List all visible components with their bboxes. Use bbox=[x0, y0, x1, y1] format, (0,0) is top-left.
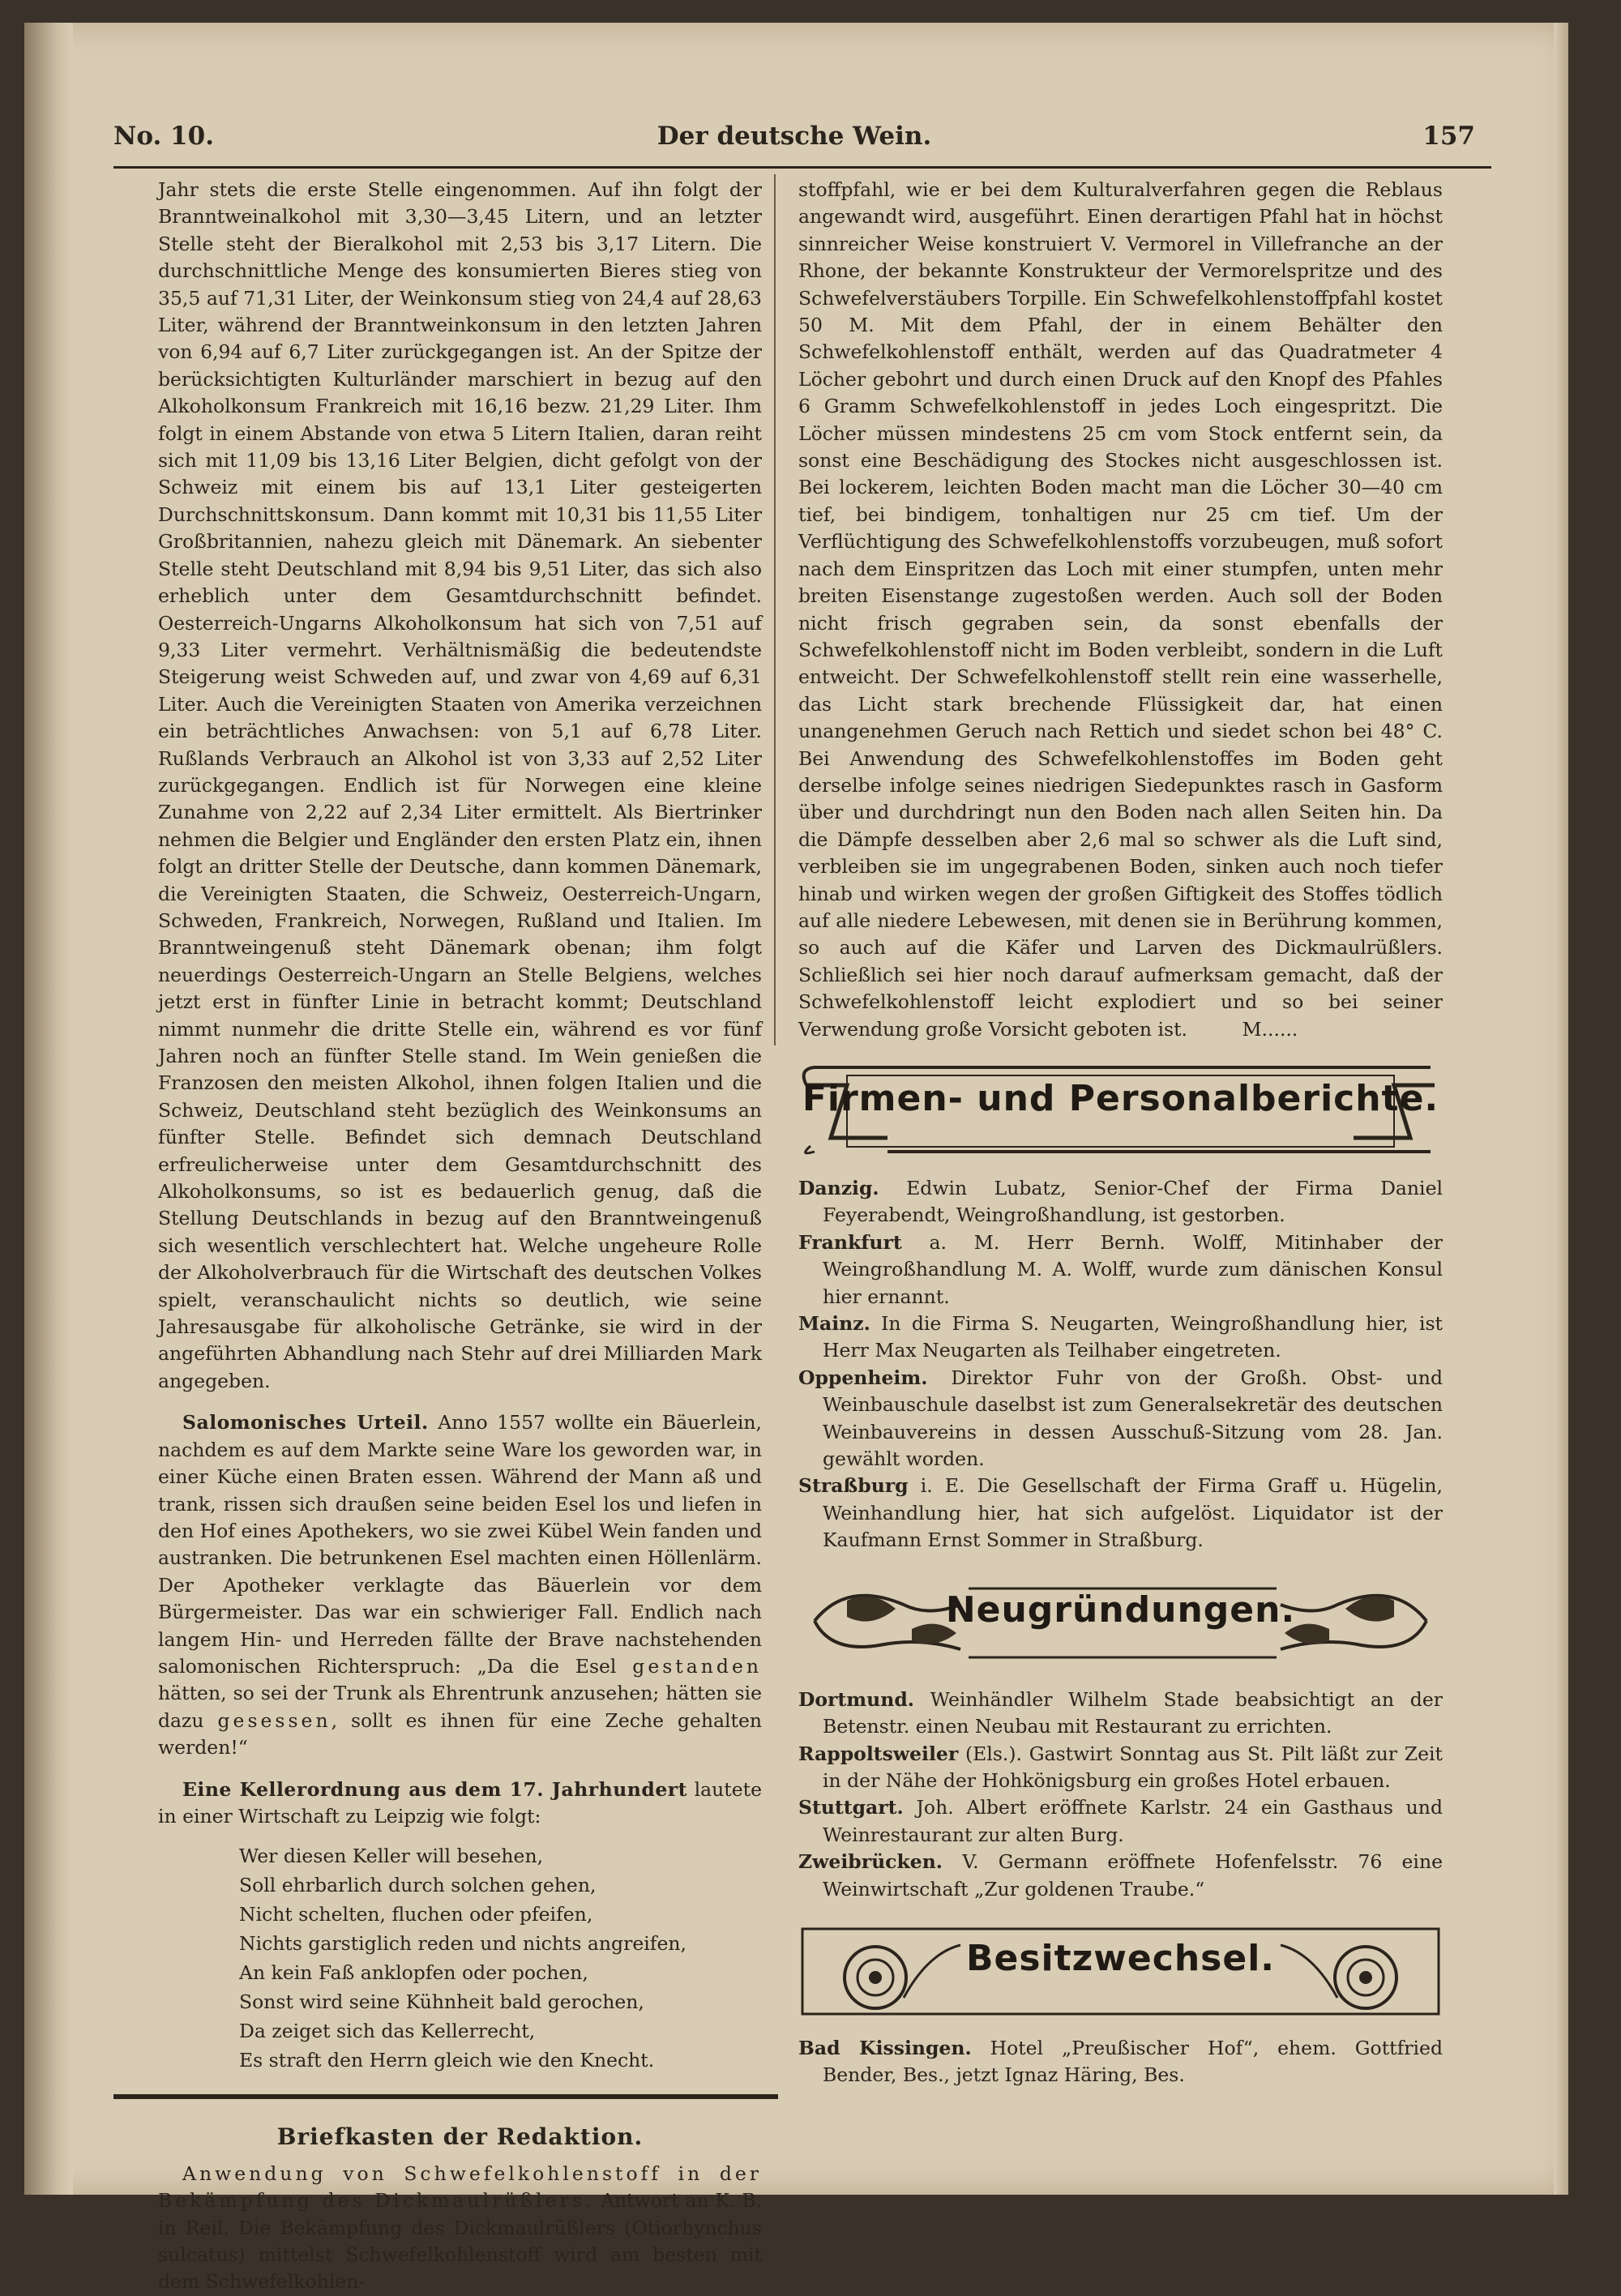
section-rule bbox=[113, 2094, 778, 2099]
entry-text: V. Germann eröffnete Hofenfelsstr. 76 eine Weinwirtschaft „Zur goldenen Traube.“ bbox=[823, 1850, 1443, 1901]
poem-line: Nichts garstiglich reden und nichts angreifen, bbox=[239, 1932, 686, 1956]
entry-place: Stuttgart. bbox=[798, 1796, 904, 1819]
salomon-text-a: Anno 1557 wollte ein Bäuerlein, nachdem es auf dem Markte seine Ware los geworden war, in einer Küche einen Braten essen. Während der Mann aß und trank, rissen sich draußen seine beiden Esel los und liefen in den Hof eines Apothekers, wo sie zwei Kübel Wein fanden und austranken. Die betrunkenen Esel machten einen Höllenlärm. Der Apotheker verklagte das Bäuerlein vor dem Bürgermeister. Das war ein schwieriger Fall. Endlich nach langem Hin- und Herreden fällte der Brave nachstehenden salomonischen Richterspruch: „Da die Esel bbox=[158, 1411, 762, 1678]
besitz-entry bbox=[798, 2035, 1443, 2089]
schwefel-continuation bbox=[798, 177, 1443, 1043]
neugruendungen-title: Neugründungen. bbox=[945, 1588, 1296, 1631]
keller-poem bbox=[239, 1841, 762, 2075]
firmen-banner bbox=[798, 1061, 1443, 1162]
neugruendungen-banner bbox=[798, 1572, 1443, 1674]
neu-entry bbox=[798, 1741, 1443, 1795]
poem-line: Wer diesen Keller will besehen, bbox=[239, 1845, 544, 1868]
poem-line: Da zeiget sich das Kellerrecht, bbox=[239, 2020, 536, 2043]
journal-title: Der deutsche Wein. bbox=[657, 122, 932, 151]
firmen-entry bbox=[798, 1310, 1443, 1365]
salomon-emphasis-1: gestanden bbox=[632, 1654, 762, 1678]
poem-line: Nicht schelten, fluchen oder pfeifen, bbox=[239, 1903, 593, 1926]
entry-place: Zweibrücken. bbox=[798, 1850, 943, 1874]
alcohol-statistics-paragraph: Jahr stets die erste Stelle eingenommen. Auf ihn folgt der Branntweinalkohol mit 3,30—3,45 Litern, und an letzter Stelle steht der Bieralkohol mit 2,53 bis 3,17 Litern. Die durchschnittliche Menge des konsumierten Bieres stieg von 35,5 auf 71,31 Liter, der Weinkonsum stieg von 24,4 auf 28,63 Liter, während der Branntweinkonsum in den letzten Jahren von 6,94 auf 6,7 Liter zurückgegangen ist. An der Spitze der berücksichtigten Kulturländer marschiert in bezug auf den Alkoholkonsum Frankreich mit 16,16 bezw. 21,29 Liter. Ihm folgt in einem Abstande von etwa 5 Litern Italien, daran reiht sich mit 11,09 bis 13,16 Liter Belgien, dicht gefolgt von der Schweiz mit einem bis auf 13,1 Liter gesteigerten Durchschnittskonsum. Dann kommt mit 10,31 bis 11,55 Liter Großbritannien, nahezu gleich mit Dänemark. An siebenter Stelle steht Deutschland mit 8,94 bis 9,51 Liter, das sich also erheblich unter dem Gesamtdurchschnitt befindet. Oesterreich-Ungarns Alkoholkonsum hat sich von 7,51 auf 9,33 Liter vermehrt. Verhältnismäßig die bedeutendste Steigerung weist Schweden auf, und zwar von 4,69 auf 6,31 Liter. Auch die Vereinigten Staaten von Amerika verzeichnen ein beträchtliches Anwachsen: von 5,1 auf 6,78 Liter. Rußlands Verbrauch an Alkohol ist von 3,33 auf 2,52 Liter zurückgegangen. Endlich ist für Norwegen eine kleine Zunahme von 2,22 auf 2,34 Liter ermittelt. Als Biertrinker nehmen die Belgier und Engländer den ersten Platz ein, ihnen folgt an dritter Stelle der Deutsche, dann kommen Dänemark, die Vereinigten Staaten, die Schweiz, Oesterreich-Ungarn, Schweden, Frankreich, Norwegen, Rußland und Italien. Im Branntweingenuß steht Dänemark obenan; ihm folgt neuerdings Oesterreich-Ungarn an Stelle Belgiens, welches jetzt erst in fünfter Linie in betracht kommt; Deutschland nimmt nunmehr die dritte Stelle ein, während es vor fünf Jahren noch an fünfter Stelle stand. Im Wein genießen die Franzosen den meisten Alkohol, ihnen folgen Italien und die Schweiz, Deutschland steht bezüglich des Weinkonsums an fünfter Stelle. Befindet sich demnach Deutschland erfreulicherweise unter dem Gesamtdurchschnitt des Alkoholkonsums, so ist es bedauerlich genug, daß die Stellung Deutschlands in bezug auf den Branntweingenuß sich wesentlich verschlechtert hat. Welche ungeheure Rolle der Alkoholverbrauch für die Wirtschaft des deutschen Volkes spielt, veranschaulicht nichts so deutlich, wie seine Jahresausgabe für alkoholische Getränke, sie wird in der angeführten Abhandlung nach Stehr auf drei Milliarden Mark angegeben. bbox=[158, 178, 762, 1392]
entry-place: Dortmund. bbox=[798, 1687, 914, 1711]
issue-number: No. 10. bbox=[113, 122, 214, 151]
salomon-article bbox=[158, 1409, 762, 1761]
briefkasten-article bbox=[158, 2161, 762, 2296]
briefkasten-title: Briefkasten der Redaktion. bbox=[276, 2123, 644, 2151]
keller-article bbox=[158, 1777, 762, 1831]
entry-place: Rappoltsweiler bbox=[798, 1742, 959, 1765]
entry-text: Edwin Lubatz, Senior-Chef der Firma Daniel Feyerabendt, Weingroßhandlung, ist gestorben. bbox=[823, 1177, 1443, 1227]
briefkasten-text: Antwort an K. B. in Reil. Die Bekämpfung des Dickmaulrüßlers (Otiorhynchus sulcatus) mittelst Schwefelkohlenstoff wird am besten mit dem Schwefelkohlen- bbox=[158, 2189, 762, 2294]
salomon-title: Salomonisches Urteil. bbox=[182, 1411, 429, 1434]
salomon-text-b: hätten, so sei der Trunk als Ehrentrunk anzusehen; hätten sie dazu bbox=[158, 1682, 762, 1732]
header-rule bbox=[113, 166, 1491, 169]
entry-place: Bad Kissingen. bbox=[798, 2036, 972, 2059]
entry-text: a. M. Herr Bernh. Wolff, Mitinhaber der Weingroßhandlung M. A. Wolff, wurde zum dänischen Konsul hier ernannt. bbox=[823, 1230, 1443, 1308]
poem-line: An kein Faß anklopfen oder pochen, bbox=[239, 1961, 588, 1985]
entry-text: i. E. Die Gesellschaft der Firma Graff u. Hügelin, Weinhandlung hier, hat sich aufgelöst. Liquidator ist der Kaufmann Ernst Sommer in Straßburg. bbox=[823, 1474, 1443, 1552]
page-edge bbox=[1554, 23, 1568, 2195]
column-divider bbox=[774, 174, 776, 1045]
entry-place: Frankfurt bbox=[798, 1230, 902, 1254]
schwefel-text: stoffpfahl, wie er bei dem Kulturalverfahren gegen die Reblaus angewandt wird, ausgeführt. Einen derartigen Pfahl hat in höchst sinnreicher Weise konstruiert V. Vermorel in Villefranche an der Rhone, der bekannte Konstrukteur der Vermorelspritze und des Schwefelverstäubers Torpille. Ein Schwefelkohlenstoffpfahl kostet 50 M. Mit dem Pfahl, der in einem Behälter den Schwefelkohlenstoff enthält, werden auf das Quadratmeter 4 Löcher gebohrt und durch einen Druck auf den Knopf des Pfahles 6 Gramm Schwefelkohlenstoff in jedes Loch eingespritzt. Die Löcher müssen mindestens 25 cm vom Stock entfernt sein, da sonst eine Beschädigung des Stockes nicht ausgeschlossen ist. Bei lockerem, leichten Boden macht man die Löcher 30—40 cm tief, bei bindigem, tonhaltigen nur 25 cm tief. Um der Verflüchtigung des Schwefelkohlenstoffs vorzubeugen, muß sofort nach dem Einspritzen das Loch mit einer stumpfen, unten mehr breiten Eisenstange zugestoßen werden. Auch soll der Boden nicht frisch gegraben sein, da sonst ebenfalls der Schwefelkohlenstoff nicht im Boden verbleibt, sondern in die Luft entweicht. Der Schwefelkohlenstoff stellt rein eine wasserhelle, das Licht stark brechende Flüssigkeit dar, hat einen unangenehmen Geruch nach Rettich und siedet schon bei 48° C. Bei Anwendung des Schwefelkohlenstoffes im Boden geht derselbe infolge seines niedrigen Siedepunktes rasch in Gasform über und durchdringt nun den Boden nach allen Seiten hin. Da die Dämpfe desselben aber 2,6 mal so schwer als die Luft sind, verbleiben sie im ungegrabenen Boden, sinken auch noch tiefer hinab und wirken wegen der großen Giftigkeit des Stoffes tödlich auf alle niedere Lebewesen, mit denen sie in Berührung kommen, so auch auf die Käfer und Larven des Dickmaulrüßlers. Schließlich sei hier noch darauf aufmerksam gemacht, daß der Schwefelkohlenstoff leicht explodiert und so bei seiner Verwendung große Vorsicht geboten ist. bbox=[798, 178, 1443, 1041]
firmen-entry bbox=[798, 1175, 1443, 1229]
left-column bbox=[158, 177, 762, 2296]
signature: M...... bbox=[1242, 1017, 1298, 1041]
neu-entry bbox=[798, 1794, 1443, 1849]
entry-place: Danzig. bbox=[798, 1177, 879, 1199]
entry-text: (Els.). Gastwirt Sonntag aus St. Pilt läßt zur Zeit in der Nähe der Hohkönigsburg ein großes Hotel erbauen. bbox=[823, 1742, 1443, 1792]
besitzwechsel-title: Besitzwechsel. bbox=[965, 1937, 1276, 1979]
firmen-entry bbox=[798, 1473, 1443, 1554]
entry-text: Joh. Albert eröffnete Karlstr. 24 ein Gasthaus und Weinrestaurant zur alten Burg. bbox=[823, 1796, 1443, 1846]
keller-title: Eine Kellerordnung aus dem 17. Jahrhundert bbox=[182, 1777, 688, 1801]
poem-line: Es straft den Herrn gleich wie den Knecht. bbox=[239, 2049, 655, 2072]
keller-text: lautete in einer Wirtschaft zu Leipzig wie folgt: bbox=[158, 1777, 762, 1828]
poem-line: Sonst wird seine Kühnheit bald gerochen, bbox=[239, 1990, 644, 2014]
poem-line: Soll ehrbarlich durch solchen gehen, bbox=[239, 1874, 597, 1897]
firmen-title: Firmen- und Personalberichte. bbox=[802, 1078, 1439, 1119]
briefkasten-lead: Anwendung von Schwefelkohlenstoff in der Bekämpfung des Dickmaulrüßlers. bbox=[158, 2161, 762, 2213]
neu-entry bbox=[798, 1687, 1443, 1741]
page-header bbox=[113, 122, 1475, 162]
neu-entry bbox=[798, 1849, 1443, 1903]
right-column bbox=[798, 177, 1443, 2089]
entry-place: Straßburg bbox=[798, 1474, 909, 1498]
page-number: 157 bbox=[1422, 122, 1475, 151]
entry-place: Oppenheim. bbox=[798, 1366, 928, 1389]
entry-place: Mainz. bbox=[798, 1312, 870, 1336]
entry-text: Direktor Fuhr von der Großh. Obst- und Weinbauschule daselbst ist zum Generalsekretär des deutschen Weinbauvereins in dessen Ausschuß-Sitzung vom 28. Jan. gewählt worden. bbox=[823, 1366, 1443, 1471]
entry-text: Weinhändler Wilhelm Stade beabsichtigt an der Betenstr. einen Neubau mit Restaurant zu errichten. bbox=[823, 1687, 1443, 1738]
entry-text: In die Firma S. Neugarten, Weingroßhandlung hier, ist Herr Max Neugarten als Teilhaber eingetreten. bbox=[823, 1312, 1443, 1362]
salomon-emphasis-2: gesessen bbox=[217, 1708, 331, 1732]
entry-text: Hotel „Preußischer Hof“, ehem. Gottfried Bender, Bes., jetzt Ignaz Häring, Bes. bbox=[823, 2036, 1443, 2087]
book-binding bbox=[24, 23, 73, 2195]
besitzwechsel-banner bbox=[798, 1921, 1443, 2022]
salomon-text-c: , sollt es ihnen für eine Zeche gehalten werden!“ bbox=[158, 1708, 762, 1759]
firmen-entry bbox=[798, 1365, 1443, 1473]
firmen-entry bbox=[798, 1229, 1443, 1310]
